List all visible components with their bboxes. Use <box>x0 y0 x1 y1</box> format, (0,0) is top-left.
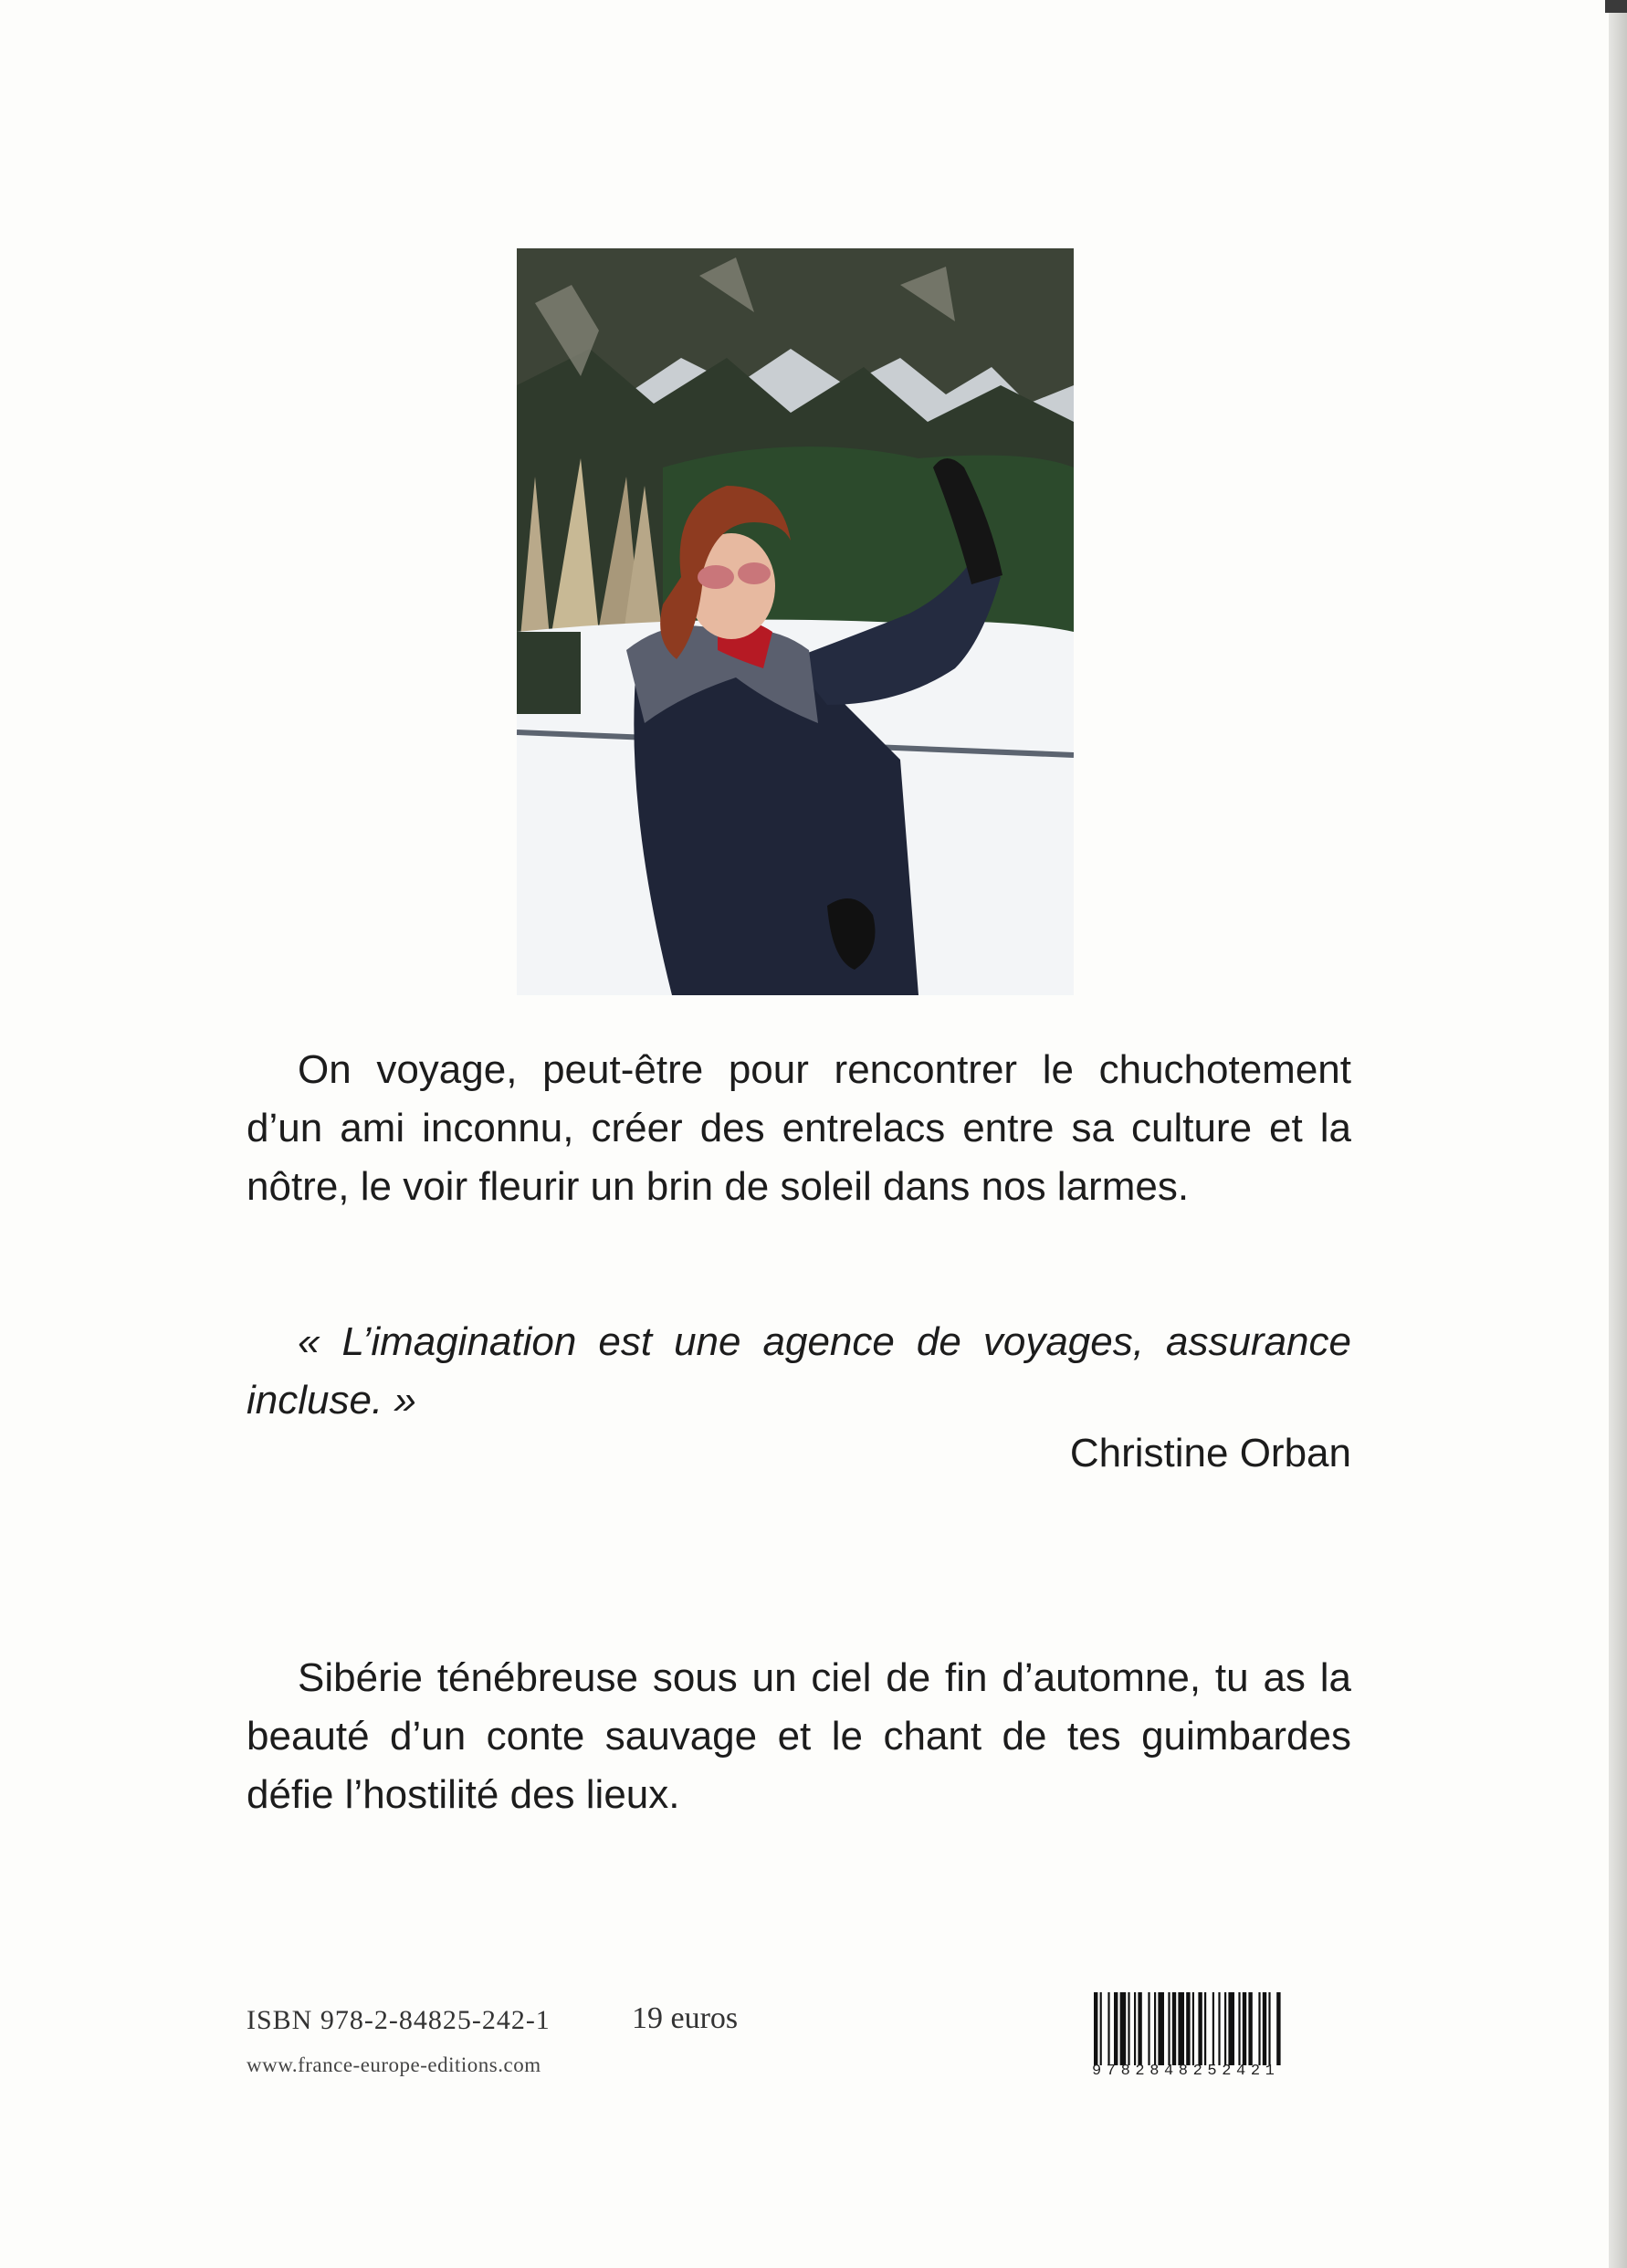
barcode <box>1092 1992 1353 2084</box>
quote-author: Christine Orban <box>1069 1431 1351 1475</box>
epigraph-quote: « L’imagination est une agence de voyages, assurance incluse. » <box>247 1319 1351 1423</box>
description-paragraph-1: On voyage, peut-être pour rencontrer le chuchotement d’un ami inconnu, créer des entrelacs entre sa culture et la nôtre, le voir fleurir un brin de soleil dans nos larmes. <box>247 1047 1351 1209</box>
publisher-url: www.france-europe-editions.com <box>247 2053 541 2076</box>
barcode-bars-icon <box>1092 1992 1353 2065</box>
price: 19 euros <box>632 2001 739 2035</box>
cover-edge <box>1609 0 1627 2268</box>
description-paragraph-2: Sibérie ténébreuse sous un ciel de fin d’automne, tu as la beauté d’un conte sauvage et le chant de tes guimbardes défie l’hostilité des lieux. <box>247 1655 1351 1817</box>
author-photo <box>517 248 1074 995</box>
barcode-digits: 9782848252421 <box>1092 2063 1280 2080</box>
corner-mark <box>1605 0 1627 13</box>
isbn-number: ISBN 978-2-84825-242-1 <box>247 2005 551 2035</box>
